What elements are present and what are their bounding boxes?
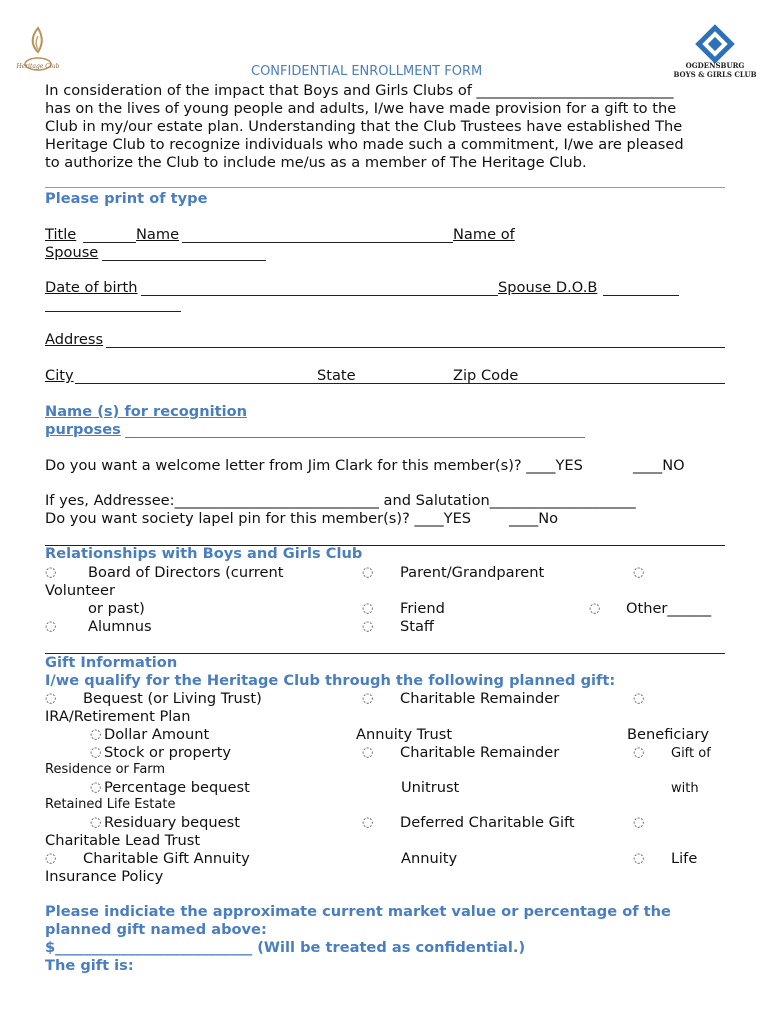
parent-label: Parent/Grandparent — [400, 564, 545, 581]
recognition-field[interactable] — [125, 437, 585, 438]
unitrust-label: Unitrust — [401, 779, 460, 796]
annuity-trust-label: Annuity Trust — [356, 726, 453, 743]
radio-staff-icon[interactable]: ◌ — [362, 619, 374, 634]
print-heading: Please print of type — [45, 190, 208, 207]
spouse-dob-label: Spouse D.O.B — [498, 279, 598, 296]
radio-life-icon[interactable]: ◌ — [633, 851, 645, 866]
value-line-4: The gift is: — [45, 957, 134, 974]
address-field[interactable] — [106, 347, 725, 348]
gift-qualify: I/we qualify for the Heritage Club through the following planned gift: — [45, 672, 616, 689]
radio-parent-icon[interactable]: ◌ — [362, 565, 374, 580]
radio-ira-icon[interactable]: ◌ — [633, 691, 645, 706]
section-divider — [45, 187, 725, 188]
board-label-2: or past) — [88, 600, 145, 617]
radio-cr1-icon[interactable]: ◌ — [362, 691, 374, 706]
logo-line2: BOYS & GIRLS CLUB — [673, 70, 757, 79]
radio-friend-icon[interactable]: ◌ — [362, 601, 374, 616]
residuary-label: Residuary bequest — [104, 814, 240, 831]
bequest-label: Bequest (or Living Trust) — [83, 690, 262, 707]
board-label: Board of Directors (current — [88, 564, 284, 581]
retained-label: Retained Life Estate — [45, 797, 176, 812]
alumnus-label: Alumnus — [88, 618, 152, 635]
heritage-club-logo-text: Heritage Club — [16, 63, 60, 70]
percentage-label: Percentage bequest — [104, 779, 250, 796]
dob-field[interactable] — [141, 295, 498, 296]
radio-lead-trust-icon[interactable]: ◌ — [633, 815, 645, 830]
radio-gift-annuity-icon[interactable]: ◌ — [45, 851, 57, 866]
spouse-label: Spouse — [45, 244, 99, 261]
city-label: City — [45, 367, 74, 384]
welcome-question: Do you want a welcome letter from Jim Clark for this member(s)? ____YES — [45, 457, 583, 474]
friend-label: Friend — [400, 600, 445, 617]
radio-giftof-icon[interactable]: ◌ — [633, 745, 645, 760]
insurance-label: Insurance Policy — [45, 868, 164, 885]
ira-label: IRA/Retirement Plan — [45, 708, 191, 725]
with-label: with — [671, 781, 699, 796]
annuity-label: Annuity — [401, 850, 458, 867]
intro-line-4: Heritage Club to recognize individuals who made such a commitment, I/we are pleased — [45, 136, 684, 153]
volunteer-label: Volunteer — [45, 582, 116, 599]
spouse-dob-field[interactable] — [603, 295, 679, 296]
welcome-no[interactable]: ____NO — [633, 457, 685, 474]
staff-label: Staff — [400, 618, 434, 635]
radio-volunteer-icon[interactable]: ◌ — [633, 565, 645, 580]
gift-heading: Gift Information — [45, 654, 178, 671]
stock-label: Stock or property — [104, 744, 232, 761]
life-label: Life — [671, 850, 698, 867]
title-label: Title — [45, 226, 77, 243]
deferred-label: Deferred Charitable Gift — [400, 814, 575, 831]
boys-girls-club-logo — [672, 22, 758, 82]
intro-line-2: has on the lives of young people and adults, I/we have made provision for a gift to the — [45, 100, 677, 117]
cr1-label: Charitable Remainder — [400, 690, 560, 707]
intro-line-1: In consideration of the impact that Boys and Girls Clubs of ___________________________ — [45, 82, 674, 99]
radio-board-icon[interactable]: ◌ — [45, 565, 57, 580]
intro-line-3: Club in my/our estate plan. Understanding that the Club Trustees have established The — [45, 118, 683, 135]
title-field[interactable] — [83, 242, 136, 243]
city-state-zip-field[interactable] — [75, 383, 725, 384]
name-field[interactable] — [182, 242, 453, 243]
spouse-field[interactable] — [102, 260, 266, 261]
logo-line1: OGDENSBURG — [685, 61, 745, 70]
residence-label: Residence or Farm — [45, 762, 166, 777]
form-title: CONFIDENTIAL ENROLLMENT FORM — [251, 64, 483, 79]
radio-residuary-icon[interactable]: ◌ — [90, 815, 102, 830]
gift-of-label: Gift of — [671, 746, 711, 761]
radio-cr2-icon[interactable]: ◌ — [362, 745, 374, 760]
other-label: Other______ — [626, 600, 712, 617]
value-line-2: planned gift named above: — [45, 921, 267, 938]
dollar-label: Dollar Amount — [104, 726, 210, 743]
address-label: Address — [45, 331, 104, 348]
radio-dollar-icon[interactable]: ◌ — [90, 727, 102, 742]
name-of-label: Name of — [453, 226, 515, 243]
beneficiary-label: Beneficiary — [627, 726, 710, 743]
radio-other-icon[interactable]: ◌ — [589, 601, 601, 616]
radio-stock-icon[interactable]: ◌ — [90, 745, 102, 760]
value-line-3[interactable]: $___________________________ (Will be treated as confidential.) — [45, 939, 526, 956]
lapel-question: Do you want society lapel pin for this member(s)? ____YES — [45, 510, 472, 527]
relationships-heading: Relationships with Boys and Girls Club — [45, 545, 363, 562]
state-label: State — [317, 367, 356, 384]
value-line-1: Please indiciate the approximate current market value or percentage of the — [45, 903, 671, 920]
zip-label: Zip Code — [453, 367, 519, 384]
lead-trust-label: Charitable Lead Trust — [45, 832, 201, 849]
recognition-label-2: purposes — [45, 421, 121, 438]
intro-line-5: to authorize the Club to include me/us as a member of The Heritage Club. — [45, 154, 587, 171]
name-label: Name — [136, 226, 180, 243]
heritage-club-logo — [16, 24, 60, 84]
radio-percentage-icon[interactable]: ◌ — [90, 780, 102, 795]
gift-annuity-label: Charitable Gift Annuity — [83, 850, 250, 867]
addressee-line: If yes, Addressee:____________________________ and Salutation____________________ — [45, 492, 636, 509]
radio-deferred-icon[interactable]: ◌ — [362, 815, 374, 830]
cr2-label: Charitable Remainder — [400, 744, 560, 761]
spouse-dob-field-cont[interactable] — [45, 311, 181, 312]
dob-label: Date of birth — [45, 279, 138, 296]
radio-bequest-icon[interactable]: ◌ — [45, 691, 57, 706]
recognition-label-1: Name (s) for recognition — [45, 403, 248, 420]
lapel-no[interactable]: ____No — [509, 510, 559, 527]
radio-alumnus-icon[interactable]: ◌ — [45, 619, 57, 634]
